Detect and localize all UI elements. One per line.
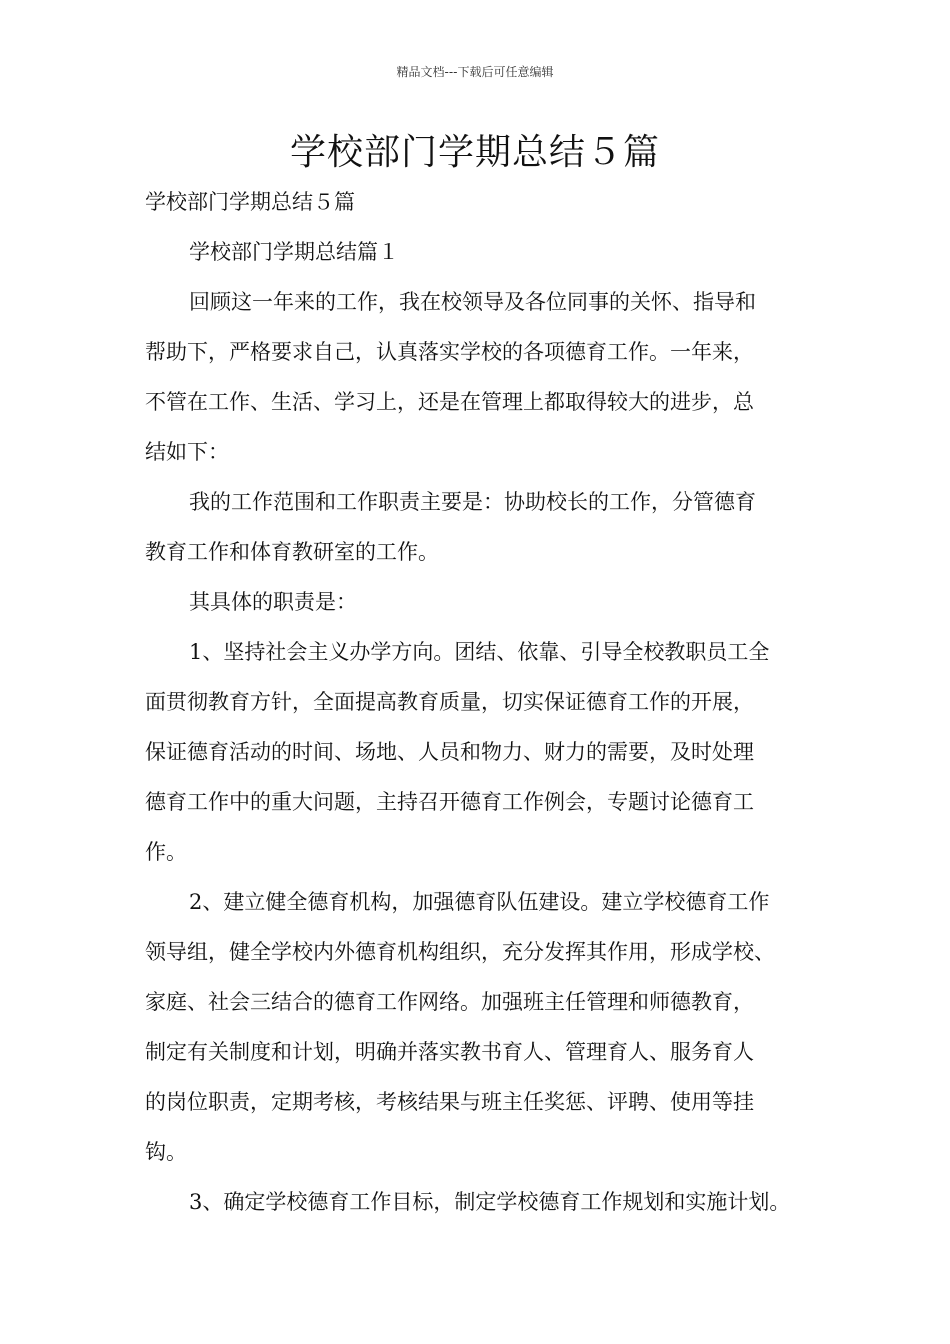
body-line: 制定有关制度和计划，明确并落实教书育人、管理育人、服务育人: [145, 1040, 754, 1064]
body-line: 2、建立健全德育机构，加强德育队伍建设。建立学校德育工作: [189, 890, 770, 914]
body-line: 我的工作范围和工作职责主要是：协助校长的工作，分管德育: [189, 490, 756, 514]
document-title: 学校部门学期总结５篇: [289, 132, 660, 173]
page-header: 精品文档---下载后可任意编辑: [396, 65, 554, 79]
body-line: 1、坚持社会主义办学方向。团结、依靠、引导全校教职员工全: [189, 640, 770, 664]
body-line: 结如下：: [145, 440, 229, 464]
body-line: 其具体的职责是：: [189, 590, 357, 614]
body-line: 钩。: [145, 1140, 187, 1164]
body-line: 的岗位职责，定期考核，考核结果与班主任奖惩、评聘、使用等挂: [145, 1090, 754, 1114]
body-line: 学校部门学期总结５篇: [145, 190, 355, 214]
body-line: 教育工作和体育教研室的工作。: [145, 540, 439, 564]
body-line: 作。: [145, 840, 187, 864]
body-line: 帮助下，严格要求自己，认真落实学校的各项德育工作。一年来，: [145, 340, 754, 364]
document-body: [145, 177, 810, 1227]
body-line: 回顾这一年来的工作，我在校领导及各位同事的关怀、指导和: [189, 290, 756, 314]
body-line: 保证德育活动的时间、场地、人员和物力、财力的需要，及时处理: [145, 740, 754, 764]
body-line: 德育工作中的重大问题，主持召开德育工作例会，专题讨论德育工: [145, 790, 754, 814]
body-line: 不管在工作、生活、学习上，还是在管理上都取得较大的进步，总: [145, 390, 754, 414]
body-line: 领导组，健全学校内外德育机构组织，充分发挥其作用，形成学校、: [145, 940, 775, 964]
body-line: 面贯彻教育方针，全面提高教育质量，切实保证德育工作的开展，: [145, 690, 754, 714]
body-line: 家庭、社会三结合的德育工作网络。加强班主任管理和师德教育，: [145, 990, 754, 1014]
body-line: 3、确定学校德育工作目标，制定学校德育工作规划和实施计划。: [189, 1190, 791, 1214]
body-line: 学校部门学期总结篇１: [189, 240, 399, 264]
